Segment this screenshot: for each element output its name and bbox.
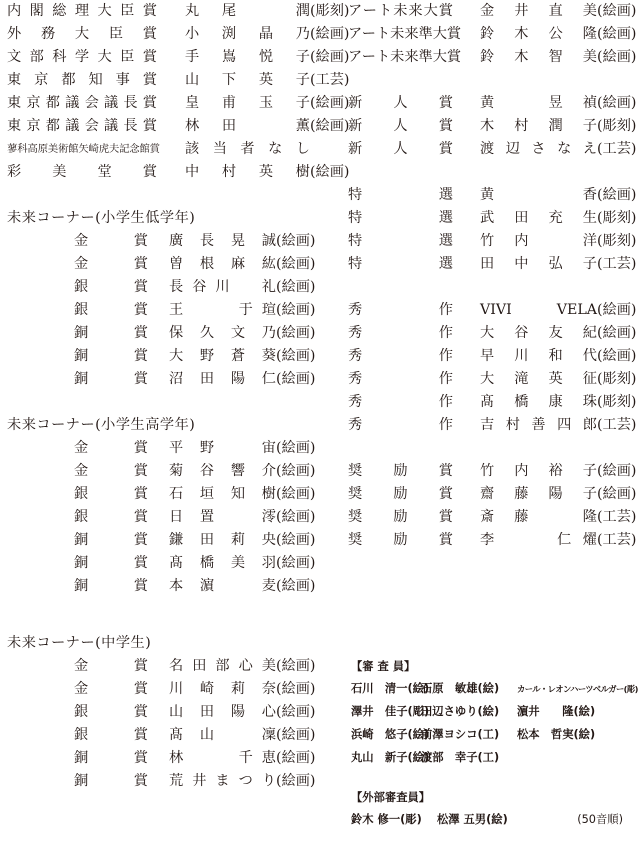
judges-block bbox=[351, 657, 638, 769]
external-judges-block bbox=[351, 788, 631, 831]
winner-name: 田中弘子 bbox=[480, 256, 597, 272]
award-row bbox=[7, 345, 332, 368]
award-title: 銀賞 bbox=[74, 486, 148, 502]
medium-label: (絵画) bbox=[276, 233, 316, 249]
award-row bbox=[7, 69, 350, 92]
external-judge-name: 鈴木 修一(彫) bbox=[351, 813, 422, 826]
winner-name: 大谷友紀 bbox=[480, 325, 597, 341]
medium-label: (絵画) bbox=[597, 49, 637, 65]
external-judges-title: 【外部審査員】 bbox=[351, 791, 431, 804]
medium-label: (彫刻) bbox=[597, 118, 637, 134]
medium-label: (絵画) bbox=[276, 750, 316, 766]
award-title: 文部科学大臣賞 bbox=[7, 49, 157, 65]
judge-name: 丸山 新子(絵) bbox=[351, 751, 430, 764]
award-row bbox=[348, 322, 637, 345]
award-title: 秀作 bbox=[348, 348, 453, 364]
medium-label: (絵画) bbox=[276, 371, 316, 387]
award-row bbox=[348, 299, 637, 322]
award-title: 金賞 bbox=[74, 681, 148, 697]
winner-name: 平野 宙 bbox=[169, 440, 276, 456]
award-title: 銅賞 bbox=[74, 532, 148, 548]
winner-name: 保久文乃 bbox=[169, 325, 276, 341]
judge-name: 濵井 隆(絵) bbox=[517, 705, 596, 718]
winner-name: 小渕晶乃 bbox=[185, 26, 310, 42]
award-title: 銅賞 bbox=[74, 773, 148, 789]
award-title: 蓼科高原美術館矢崎虎夫記念館賞 bbox=[7, 143, 160, 155]
medium-label: (絵画) bbox=[597, 463, 637, 479]
winner-name: VIVI VELA bbox=[480, 302, 597, 318]
award-title: 特選 bbox=[348, 210, 453, 226]
medium-label: (工芸) bbox=[310, 72, 350, 88]
medium-label: (絵画) bbox=[276, 348, 316, 364]
medium-label: (絵画) bbox=[597, 486, 637, 502]
medium-label: (絵画) bbox=[276, 440, 316, 456]
award-row bbox=[348, 184, 637, 207]
medium-label: (彫刻) bbox=[310, 3, 350, 19]
winner-name: 大野蒼葵 bbox=[169, 348, 276, 364]
award-title: 奨励賞 bbox=[348, 486, 453, 502]
award-title: 秀作 bbox=[348, 325, 453, 341]
award-title: 金賞 bbox=[74, 440, 148, 456]
spacer bbox=[348, 276, 634, 299]
winner-name: 石垣知樹 bbox=[169, 486, 276, 502]
winner-name: 曽根麻紘 bbox=[169, 256, 276, 272]
award-title: 銅賞 bbox=[74, 750, 148, 766]
judges-row bbox=[351, 677, 638, 700]
award-title: 外務大臣賞 bbox=[7, 26, 157, 42]
winner-name: 斎藤 隆 bbox=[480, 509, 597, 525]
winner-name: 手嶌悦子 bbox=[185, 49, 310, 65]
award-row bbox=[348, 483, 637, 506]
section-title: 未来コーナー(中学生) bbox=[7, 635, 152, 651]
award-row bbox=[7, 529, 332, 552]
external-judge-name: 松澤 五男(絵) bbox=[437, 813, 508, 826]
winner-name: 黄 香 bbox=[480, 187, 597, 203]
award-row bbox=[7, 460, 332, 483]
award-title: 東京都議会議長賞 bbox=[7, 95, 157, 111]
medium-label: (絵画) bbox=[276, 773, 316, 789]
award-title: アート未来準大賞 bbox=[348, 26, 462, 42]
medium-label: (絵画) bbox=[276, 463, 316, 479]
judge-name: 前澤ヨシコ(工) bbox=[421, 728, 500, 741]
award-title: 奨励賞 bbox=[348, 509, 453, 525]
winner-name: 竹内裕子 bbox=[480, 463, 597, 479]
winner-name: 丸尾 潤 bbox=[185, 3, 310, 19]
judge-name: 澤井 佳子(彫) bbox=[351, 705, 430, 718]
winner-name: 齋藤陽子 bbox=[480, 486, 597, 502]
medium-label: (工芸) bbox=[597, 141, 637, 157]
judges-row bbox=[351, 746, 631, 769]
award-row bbox=[7, 161, 350, 184]
award-title: 秀作 bbox=[348, 417, 453, 433]
award-title: 秀作 bbox=[348, 394, 453, 410]
spacer bbox=[7, 621, 332, 632]
award-row bbox=[348, 253, 637, 276]
medium-label: (絵画) bbox=[310, 164, 350, 180]
medium-label: (彫刻) bbox=[597, 233, 637, 249]
award-title: 金賞 bbox=[74, 256, 148, 272]
award-title: 新人賞 bbox=[348, 95, 453, 111]
award-row bbox=[348, 230, 637, 253]
award-title: 銅賞 bbox=[74, 371, 148, 387]
award-row bbox=[348, 391, 637, 414]
medium-label: (絵画) bbox=[597, 302, 637, 318]
winner-name: 名田部心美 bbox=[169, 658, 276, 674]
award-row bbox=[348, 368, 637, 391]
spacer bbox=[7, 598, 332, 621]
medium-label: (絵画) bbox=[276, 727, 316, 743]
judges-title: 【審 査 員】 bbox=[351, 660, 416, 673]
medium-label: (絵画) bbox=[276, 681, 316, 697]
winner-name: 髙山 凜 bbox=[169, 727, 276, 743]
award-title: 金賞 bbox=[74, 463, 148, 479]
winner-name: 吉村善四郎 bbox=[480, 417, 597, 433]
award-title: 東京都知事賞 bbox=[7, 72, 157, 88]
winner-name: 菊谷響介 bbox=[169, 463, 276, 479]
winner-name: 本濵 麦 bbox=[169, 578, 276, 594]
medium-label: (絵画) bbox=[310, 26, 350, 42]
award-title: 銀賞 bbox=[74, 704, 148, 720]
winner-name: 渡辺さなえ bbox=[480, 141, 597, 157]
medium-label: (絵画) bbox=[276, 658, 316, 674]
award-title: 銅賞 bbox=[74, 325, 148, 341]
award-title: 内閣総理大臣賞 bbox=[7, 3, 157, 19]
award-title: 銅賞 bbox=[74, 578, 148, 594]
award-title: 特選 bbox=[348, 187, 453, 203]
award-title: 新人賞 bbox=[348, 118, 453, 134]
award-row bbox=[348, 23, 637, 46]
external-judges-row bbox=[351, 808, 631, 831]
right-column bbox=[348, 0, 637, 552]
award-row bbox=[348, 207, 637, 230]
winner-name: 皇甫玉子 bbox=[185, 95, 310, 111]
award-title: 金賞 bbox=[74, 658, 148, 674]
medium-label: (彫刻) bbox=[597, 394, 637, 410]
award-row bbox=[348, 460, 637, 483]
award-row bbox=[7, 299, 332, 322]
award-row bbox=[7, 23, 350, 46]
award-row bbox=[7, 575, 332, 598]
medium-label: (絵画) bbox=[597, 26, 637, 42]
award-row bbox=[348, 345, 637, 368]
medium-label: (彫刻) bbox=[597, 371, 637, 387]
winner-name: 金井直美 bbox=[480, 3, 597, 19]
winner-name: 沼田陽仁 bbox=[169, 371, 276, 387]
winner-name: 竹内 洋 bbox=[480, 233, 597, 249]
winner-name: 長谷川 礼 bbox=[169, 279, 276, 295]
award-row bbox=[7, 678, 332, 701]
medium-label: (絵画) bbox=[276, 509, 316, 525]
winner-name: 鎌田莉央 bbox=[169, 532, 276, 548]
award-row bbox=[348, 414, 637, 437]
award-title: 奨励賞 bbox=[348, 463, 453, 479]
order-note: (50音順) bbox=[577, 813, 623, 826]
medium-label: (絵画) bbox=[276, 325, 316, 341]
medium-label: (絵画) bbox=[310, 49, 350, 65]
award-title: アート未来大賞 bbox=[348, 3, 453, 19]
award-row bbox=[348, 46, 637, 69]
medium-label: (工芸) bbox=[597, 256, 637, 272]
award-title: 秀作 bbox=[348, 371, 453, 387]
award-row bbox=[7, 276, 332, 299]
award-row bbox=[348, 92, 637, 115]
judge-name: 田辺さゆり(絵) bbox=[421, 705, 500, 718]
medium-label: (絵画) bbox=[276, 279, 316, 295]
winner-name: 李 仁燿 bbox=[480, 532, 597, 548]
winner-name: 山下英子 bbox=[185, 72, 310, 88]
winner-name: 林田 薫 bbox=[185, 118, 310, 134]
award-row bbox=[348, 529, 637, 552]
award-row bbox=[7, 253, 332, 276]
winner-name: 武田充生 bbox=[480, 210, 597, 226]
medium-label: (絵画) bbox=[276, 578, 316, 594]
award-row bbox=[7, 483, 332, 506]
spacer bbox=[7, 391, 332, 414]
award-title: 彩美堂賞 bbox=[7, 164, 157, 180]
award-title: 東京都議会議長賞 bbox=[7, 118, 157, 134]
winner-name: 鈴木公隆 bbox=[480, 26, 597, 42]
medium-label: (絵画) bbox=[597, 348, 637, 364]
award-title: 銀賞 bbox=[74, 727, 148, 743]
judges-row bbox=[351, 700, 631, 723]
spacer bbox=[7, 184, 332, 207]
winner-name: 山田陽心 bbox=[169, 704, 276, 720]
award-row bbox=[7, 770, 332, 793]
medium-label: (絵画) bbox=[276, 256, 316, 272]
award-row bbox=[7, 138, 332, 161]
judge-name: 石川 清一(絵) bbox=[351, 682, 430, 695]
judge-name: 渡部 幸子(工) bbox=[421, 751, 500, 764]
award-row bbox=[7, 46, 350, 69]
medium-label: (絵画) bbox=[597, 187, 637, 203]
award-title: 秀作 bbox=[348, 302, 453, 318]
spacer bbox=[348, 161, 634, 184]
winner-name: 林 千恵 bbox=[169, 750, 276, 766]
winner-name: 黄 昱禎 bbox=[480, 95, 597, 111]
judge-name: 松本 哲実(絵) bbox=[517, 728, 596, 741]
winner-name: 木村潤子 bbox=[480, 118, 597, 134]
spacer bbox=[348, 69, 634, 92]
winner-name: 廣長晃誠 bbox=[169, 233, 276, 249]
award-row bbox=[7, 701, 332, 724]
section-title: 未来コーナー(小学生高学年) bbox=[7, 417, 196, 433]
spacer bbox=[348, 437, 634, 460]
winner-name: 髙橋美羽 bbox=[169, 555, 276, 571]
winner-name: 荒井まつり bbox=[169, 773, 276, 789]
winner-name: 日置 澪 bbox=[169, 509, 276, 525]
medium-label: (絵画) bbox=[276, 704, 316, 720]
award-row bbox=[348, 506, 637, 529]
award-row bbox=[7, 230, 332, 253]
award-row bbox=[7, 437, 332, 460]
winner-name: 鈴木智美 bbox=[480, 49, 597, 65]
winner-name: 川崎莉奈 bbox=[169, 681, 276, 697]
medium-label: (工芸) bbox=[597, 417, 637, 433]
winner-name: 早川和代 bbox=[480, 348, 597, 364]
award-row bbox=[348, 115, 637, 138]
judges-row bbox=[351, 723, 631, 746]
award-row bbox=[7, 724, 332, 747]
medium-label: (絵画) bbox=[276, 302, 316, 318]
section-title: 未来コーナー(小学生低学年) bbox=[7, 210, 196, 226]
winner-name: 髙橋康珠 bbox=[480, 394, 597, 410]
award-title: 奨励賞 bbox=[348, 532, 453, 548]
award-row bbox=[7, 368, 332, 391]
award-row bbox=[7, 655, 332, 678]
medium-label: (絵画) bbox=[276, 486, 316, 502]
left-column bbox=[7, 0, 350, 793]
winner-name: 中村英樹 bbox=[185, 164, 310, 180]
medium-label: (絵画) bbox=[597, 325, 637, 341]
medium-label: (工芸) bbox=[597, 532, 637, 548]
medium-label: (絵画) bbox=[597, 95, 637, 111]
award-row bbox=[7, 506, 332, 529]
judge-name: カール・レオンハーツベルガー(彫) bbox=[517, 684, 638, 694]
award-row bbox=[7, 747, 332, 770]
judge-name: 石原 敏雄(絵) bbox=[421, 682, 500, 695]
award-row bbox=[7, 552, 332, 575]
medium-label: (絵画) bbox=[310, 95, 350, 111]
award-row bbox=[7, 92, 350, 115]
medium-label: (彫刻) bbox=[597, 210, 637, 226]
award-title: 特選 bbox=[348, 233, 453, 249]
award-title: 銀賞 bbox=[74, 509, 148, 525]
award-title: 銅賞 bbox=[74, 348, 148, 364]
award-title: 新人賞 bbox=[348, 141, 453, 157]
medium-label: (絵画) bbox=[597, 3, 637, 19]
medium-label: (工芸) bbox=[597, 509, 637, 525]
award-title: 金賞 bbox=[74, 233, 148, 249]
award-title: アート未来準大賞 bbox=[348, 49, 462, 65]
award-row bbox=[7, 0, 350, 23]
medium-label: (絵画) bbox=[276, 532, 316, 548]
award-title: 銀賞 bbox=[74, 279, 148, 295]
award-title: 特選 bbox=[348, 256, 453, 272]
winner-name: 該当者なし bbox=[185, 141, 310, 157]
award-title: 銅賞 bbox=[74, 555, 148, 571]
winner-name: 大滝英征 bbox=[480, 371, 597, 387]
judge-name: 浜崎 悠子(絵) bbox=[351, 728, 430, 741]
award-row bbox=[348, 138, 637, 161]
award-row bbox=[7, 322, 332, 345]
medium-label: (絵画) bbox=[310, 118, 350, 134]
medium-label: (絵画) bbox=[276, 555, 316, 571]
award-title: 銀賞 bbox=[74, 302, 148, 318]
award-row bbox=[7, 115, 350, 138]
winner-name: 王 于瑄 bbox=[169, 302, 276, 318]
award-row bbox=[348, 0, 637, 23]
